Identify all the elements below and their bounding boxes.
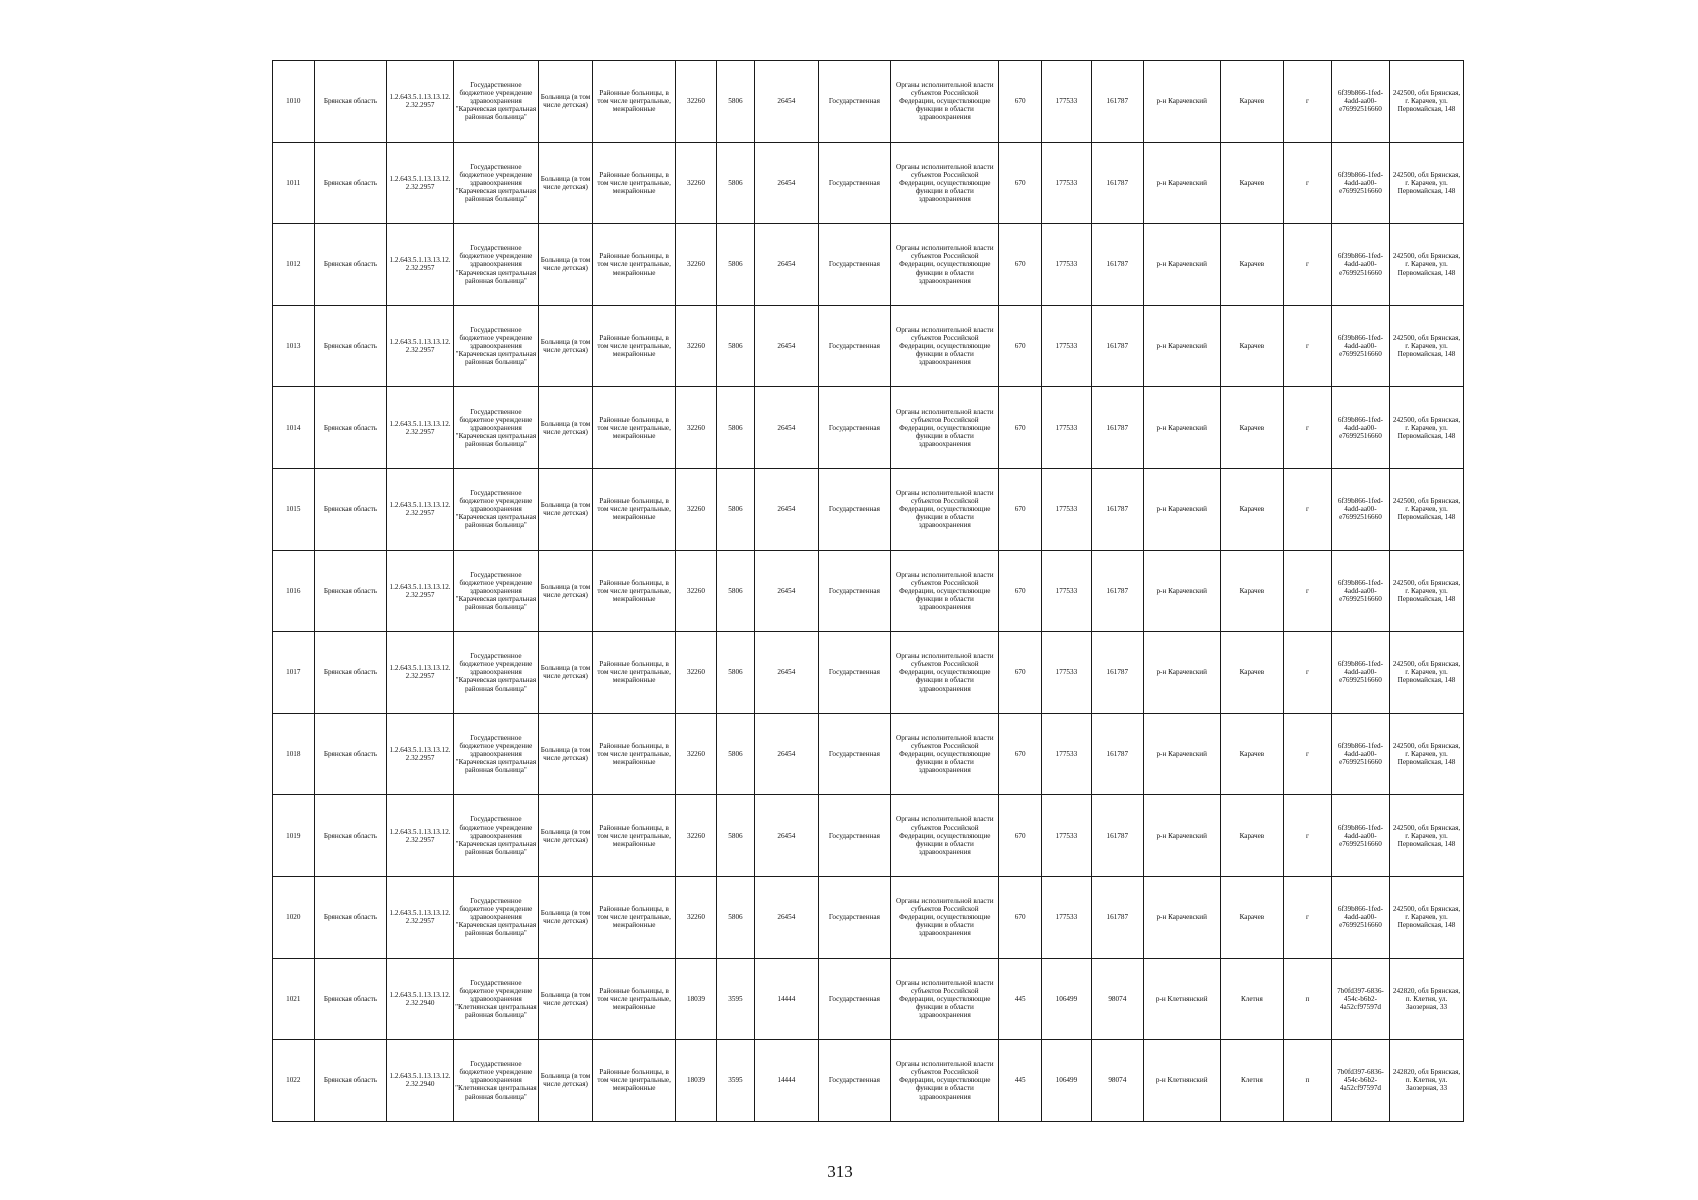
settlement-type-cell: г [1284, 305, 1332, 387]
region-cell: Брянская область [314, 468, 387, 550]
facility-type-cell: Больница (в том числе детская) [539, 61, 593, 143]
address-cell: 242500, обл Брянская, г. Карачев, ул. Первомайская, 148 [1390, 468, 1464, 550]
value-3-cell: 26454 [755, 142, 818, 224]
table-row [273, 61, 1464, 143]
value-1-cell: 32260 [676, 224, 717, 306]
settlement-type-cell: п [1284, 958, 1332, 1040]
ownership-cell: Государственная [818, 1040, 891, 1122]
settlement-type-cell: г [1284, 468, 1332, 550]
value-3-cell: 14444 [755, 1040, 818, 1122]
district-cell: р-н Карачевский [1143, 468, 1220, 550]
value-6-cell: 98074 [1091, 1040, 1143, 1122]
value-1-cell: 32260 [676, 876, 717, 958]
row-number-cell: 1012 [273, 224, 315, 306]
register-sheet [272, 60, 1464, 1122]
value-3-cell: 26454 [755, 550, 818, 632]
value-4-cell: 670 [999, 468, 1042, 550]
facility-kind-cell: Районные больницы, в том числе центральные, межрайонные [593, 224, 676, 306]
region-cell: Брянская область [314, 1040, 387, 1122]
value-3-cell: 26454 [755, 713, 818, 795]
guid-cell: 6f39b866-1fed-4add-aa00-e76992516660 [1331, 61, 1389, 143]
authority-cell: Органы исполнительной власти субъектов Российской Федерации, осуществляющие функции в области здравоохранения [891, 387, 999, 469]
value-4-cell: 670 [999, 713, 1042, 795]
facility-type-cell: Больница (в том числе детская) [539, 550, 593, 632]
organization-name-cell: Государственное бюджетное учреждение здравоохранения "Карачевская центральная районная больница" [453, 713, 538, 795]
value-6-cell: 161787 [1091, 142, 1143, 224]
table-row [273, 632, 1464, 714]
value-4-cell: 670 [999, 224, 1042, 306]
oid-code-cell: 1.2.643.5.1.13.13.12.2.32.2957 [387, 468, 454, 550]
guid-cell: 6f39b866-1fed-4add-aa00-e76992516660 [1331, 632, 1389, 714]
row-number-cell: 1015 [273, 468, 315, 550]
organization-name-cell: Государственное бюджетное учреждение здравоохранения "Клетнянская центральная районная больница" [453, 1040, 538, 1122]
authority-cell: Органы исполнительной власти субъектов Российской Федерации, осуществляющие функции в области здравоохранения [891, 713, 999, 795]
value-2-cell: 5806 [716, 795, 754, 877]
region-cell: Брянская область [314, 61, 387, 143]
value-1-cell: 32260 [676, 305, 717, 387]
value-4-cell: 670 [999, 632, 1042, 714]
table-row [273, 713, 1464, 795]
oid-code-cell: 1.2.643.5.1.13.13.12.2.32.2957 [387, 713, 454, 795]
value-4-cell: 670 [999, 876, 1042, 958]
ownership-cell: Государственная [818, 876, 891, 958]
ownership-cell: Государственная [818, 632, 891, 714]
facility-type-cell: Больница (в том числе детская) [539, 1040, 593, 1122]
value-6-cell: 161787 [1091, 876, 1143, 958]
facility-type-cell: Больница (в том числе детская) [539, 713, 593, 795]
facility-kind-cell: Районные больницы, в том числе центральные, межрайонные [593, 550, 676, 632]
value-4-cell: 670 [999, 550, 1042, 632]
district-cell: р-н Карачевский [1143, 795, 1220, 877]
value-4-cell: 670 [999, 61, 1042, 143]
value-3-cell: 26454 [755, 795, 818, 877]
facility-kind-cell: Районные больницы, в том числе центральные, межрайонные [593, 958, 676, 1040]
value-2-cell: 5806 [716, 61, 754, 143]
table-row [273, 795, 1464, 877]
region-cell: Брянская область [314, 713, 387, 795]
facility-register-table [272, 60, 1464, 1122]
oid-code-cell: 1.2.643.5.1.13.13.12.2.32.2957 [387, 305, 454, 387]
settlement-type-cell: г [1284, 142, 1332, 224]
value-2-cell: 5806 [716, 550, 754, 632]
value-3-cell: 14444 [755, 958, 818, 1040]
row-number-cell: 1013 [273, 305, 315, 387]
authority-cell: Органы исполнительной власти субъектов Российской Федерации, осуществляющие функции в области здравоохранения [891, 632, 999, 714]
row-number-cell: 1020 [273, 876, 315, 958]
table-row [273, 876, 1464, 958]
facility-type-cell: Больница (в том числе детская) [539, 795, 593, 877]
facility-type-cell: Больница (в том числе детская) [539, 387, 593, 469]
value-2-cell: 5806 [716, 224, 754, 306]
value-1-cell: 32260 [676, 795, 717, 877]
row-number-cell: 1011 [273, 142, 315, 224]
table-row [273, 387, 1464, 469]
value-2-cell: 5806 [716, 387, 754, 469]
value-5-cell: 177533 [1041, 550, 1091, 632]
guid-cell: 6f39b866-1fed-4add-aa00-e76992516660 [1331, 224, 1389, 306]
facility-kind-cell: Районные больницы, в том числе центральные, межрайонные [593, 713, 676, 795]
authority-cell: Органы исполнительной власти субъектов Российской Федерации, осуществляющие функции в области здравоохранения [891, 305, 999, 387]
value-6-cell: 161787 [1091, 632, 1143, 714]
settlement-type-cell: г [1284, 713, 1332, 795]
ownership-cell: Государственная [818, 142, 891, 224]
address-cell: 242500, обл Брянская, г. Карачев, ул. Первомайская, 148 [1390, 224, 1464, 306]
settlement-cell: Карачев [1220, 550, 1283, 632]
region-cell: Брянская область [314, 142, 387, 224]
district-cell: р-н Карачевский [1143, 713, 1220, 795]
value-5-cell: 177533 [1041, 224, 1091, 306]
row-number-cell: 1018 [273, 713, 315, 795]
district-cell: р-н Карачевский [1143, 632, 1220, 714]
row-number-cell: 1017 [273, 632, 315, 714]
value-1-cell: 32260 [676, 713, 717, 795]
district-cell: р-н Карачевский [1143, 387, 1220, 469]
value-4-cell: 445 [999, 1040, 1042, 1122]
district-cell: р-н Карачевский [1143, 61, 1220, 143]
district-cell: р-н Карачевский [1143, 876, 1220, 958]
district-cell: р-н Карачевский [1143, 550, 1220, 632]
settlement-type-cell: г [1284, 550, 1332, 632]
settlement-type-cell: г [1284, 387, 1332, 469]
organization-name-cell: Государственное бюджетное учреждение здравоохранения "Карачевская центральная районная больница" [453, 632, 538, 714]
value-3-cell: 26454 [755, 468, 818, 550]
settlement-type-cell: г [1284, 632, 1332, 714]
oid-code-cell: 1.2.643.5.1.13.13.12.2.32.2957 [387, 61, 454, 143]
authority-cell: Органы исполнительной власти субъектов Российской Федерации, осуществляющие функции в области здравоохранения [891, 876, 999, 958]
guid-cell: 7b0fd397-6836-454c-b6b2-4a52cf97597d [1331, 958, 1389, 1040]
value-5-cell: 106499 [1041, 958, 1091, 1040]
value-2-cell: 5806 [716, 632, 754, 714]
settlement-type-cell: п [1284, 1040, 1332, 1122]
ownership-cell: Государственная [818, 305, 891, 387]
address-cell: 242820, обл Брянская, п. Клетня, ул. Заозерная, 33 [1390, 958, 1464, 1040]
organization-name-cell: Государственное бюджетное учреждение здравоохранения "Карачевская центральная районная больница" [453, 305, 538, 387]
settlement-cell: Карачев [1220, 876, 1283, 958]
value-1-cell: 18039 [676, 1040, 717, 1122]
value-3-cell: 26454 [755, 61, 818, 143]
value-6-cell: 161787 [1091, 305, 1143, 387]
district-cell: р-н Клетнянский [1143, 958, 1220, 1040]
guid-cell: 6f39b866-1fed-4add-aa00-e76992516660 [1331, 387, 1389, 469]
organization-name-cell: Государственное бюджетное учреждение здравоохранения "Карачевская центральная районная больница" [453, 142, 538, 224]
ownership-cell: Государственная [818, 795, 891, 877]
address-cell: 242500, обл Брянская, г. Карачев, ул. Первомайская, 148 [1390, 876, 1464, 958]
authority-cell: Органы исполнительной власти субъектов Российской Федерации, осуществляющие функции в области здравоохранения [891, 468, 999, 550]
row-number-cell: 1016 [273, 550, 315, 632]
row-number-cell: 1021 [273, 958, 315, 1040]
guid-cell: 6f39b866-1fed-4add-aa00-e76992516660 [1331, 795, 1389, 877]
district-cell: р-н Клетнянский [1143, 1040, 1220, 1122]
value-5-cell: 177533 [1041, 305, 1091, 387]
address-cell: 242500, обл Брянская, г. Карачев, ул. Первомайская, 148 [1390, 61, 1464, 143]
value-6-cell: 98074 [1091, 958, 1143, 1040]
authority-cell: Органы исполнительной власти субъектов Российской Федерации, осуществляющие функции в области здравоохранения [891, 1040, 999, 1122]
settlement-cell: Карачев [1220, 387, 1283, 469]
settlement-cell: Карачев [1220, 632, 1283, 714]
oid-code-cell: 1.2.643.5.1.13.13.12.2.32.2957 [387, 142, 454, 224]
value-3-cell: 26454 [755, 387, 818, 469]
oid-code-cell: 1.2.643.5.1.13.13.12.2.32.2957 [387, 387, 454, 469]
value-2-cell: 5806 [716, 876, 754, 958]
address-cell: 242500, обл Брянская, г. Карачев, ул. Первомайская, 148 [1390, 387, 1464, 469]
region-cell: Брянская область [314, 550, 387, 632]
organization-name-cell: Государственное бюджетное учреждение здравоохранения "Карачевская центральная районная больница" [453, 795, 538, 877]
guid-cell: 6f39b866-1fed-4add-aa00-e76992516660 [1331, 713, 1389, 795]
region-cell: Брянская область [314, 387, 387, 469]
value-4-cell: 670 [999, 387, 1042, 469]
value-4-cell: 670 [999, 142, 1042, 224]
oid-code-cell: 1.2.643.5.1.13.13.12.2.32.2957 [387, 550, 454, 632]
ownership-cell: Государственная [818, 713, 891, 795]
guid-cell: 6f39b866-1fed-4add-aa00-e76992516660 [1331, 876, 1389, 958]
facility-type-cell: Больница (в том числе детская) [539, 468, 593, 550]
table-row [273, 1040, 1464, 1122]
address-cell: 242500, обл Брянская, г. Карачев, ул. Первомайская, 148 [1390, 142, 1464, 224]
value-2-cell: 5806 [716, 713, 754, 795]
oid-code-cell: 1.2.643.5.1.13.13.12.2.32.2957 [387, 876, 454, 958]
address-cell: 242500, обл Брянская, г. Карачев, ул. Первомайская, 148 [1390, 713, 1464, 795]
guid-cell: 6f39b866-1fed-4add-aa00-e76992516660 [1331, 468, 1389, 550]
table-row [273, 305, 1464, 387]
authority-cell: Органы исполнительной власти субъектов Российской Федерации, осуществляющие функции в области здравоохранения [891, 958, 999, 1040]
region-cell: Брянская область [314, 876, 387, 958]
value-4-cell: 670 [999, 305, 1042, 387]
settlement-cell: Карачев [1220, 142, 1283, 224]
page-number: 313 [827, 1162, 853, 1181]
settlement-cell: Карачев [1220, 61, 1283, 143]
authority-cell: Органы исполнительной власти субъектов Российской Федерации, осуществляющие функции в области здравоохранения [891, 795, 999, 877]
facility-kind-cell: Районные больницы, в том числе центральные, межрайонные [593, 61, 676, 143]
settlement-cell: Карачев [1220, 795, 1283, 877]
organization-name-cell: Государственное бюджетное учреждение здравоохранения "Карачевская центральная районная больница" [453, 61, 538, 143]
district-cell: р-н Карачевский [1143, 305, 1220, 387]
row-number-cell: 1014 [273, 387, 315, 469]
value-1-cell: 32260 [676, 387, 717, 469]
value-2-cell: 5806 [716, 305, 754, 387]
settlement-cell: Клетня [1220, 958, 1283, 1040]
ownership-cell: Государственная [818, 550, 891, 632]
organization-name-cell: Государственное бюджетное учреждение здравоохранения "Карачевская центральная районная больница" [453, 224, 538, 306]
settlement-type-cell: г [1284, 795, 1332, 877]
table-row [273, 550, 1464, 632]
facility-kind-cell: Районные больницы, в том числе центральные, межрайонные [593, 468, 676, 550]
settlement-cell: Карачев [1220, 468, 1283, 550]
row-number-cell: 1022 [273, 1040, 315, 1122]
address-cell: 242500, обл Брянская, г. Карачев, ул. Первомайская, 148 [1390, 550, 1464, 632]
oid-code-cell: 1.2.643.5.1.13.13.12.2.32.2957 [387, 795, 454, 877]
value-4-cell: 445 [999, 958, 1042, 1040]
ownership-cell: Государственная [818, 468, 891, 550]
organization-name-cell: Государственное бюджетное учреждение здравоохранения "Карачевская центральная районная больница" [453, 550, 538, 632]
value-1-cell: 32260 [676, 142, 717, 224]
authority-cell: Органы исполнительной власти субъектов Российской Федерации, осуществляющие функции в области здравоохранения [891, 224, 999, 306]
value-3-cell: 26454 [755, 876, 818, 958]
facility-type-cell: Больница (в том числе детская) [539, 632, 593, 714]
value-5-cell: 177533 [1041, 142, 1091, 224]
organization-name-cell: Государственное бюджетное учреждение здравоохранения "Карачевская центральная районная больница" [453, 876, 538, 958]
value-6-cell: 161787 [1091, 387, 1143, 469]
address-cell: 242500, обл Брянская, г. Карачев, ул. Первомайская, 148 [1390, 632, 1464, 714]
facility-kind-cell: Районные больницы, в том числе центральные, межрайонные [593, 142, 676, 224]
value-5-cell: 177533 [1041, 795, 1091, 877]
settlement-cell: Карачев [1220, 305, 1283, 387]
district-cell: р-н Карачевский [1143, 142, 1220, 224]
settlement-cell: Карачев [1220, 224, 1283, 306]
row-number-cell: 1010 [273, 61, 315, 143]
value-6-cell: 161787 [1091, 61, 1143, 143]
value-6-cell: 161787 [1091, 550, 1143, 632]
oid-code-cell: 1.2.643.5.1.13.13.12.2.32.2957 [387, 632, 454, 714]
value-2-cell: 3595 [716, 1040, 754, 1122]
settlement-cell: Клетня [1220, 1040, 1283, 1122]
value-5-cell: 177533 [1041, 468, 1091, 550]
value-3-cell: 26454 [755, 632, 818, 714]
register-rows [273, 61, 1464, 1122]
facility-kind-cell: Районные больницы, в том числе центральные, межрайонные [593, 795, 676, 877]
settlement-type-cell: г [1284, 224, 1332, 306]
facility-type-cell: Больница (в том числе детская) [539, 305, 593, 387]
value-2-cell: 5806 [716, 142, 754, 224]
facility-kind-cell: Районные больницы, в том числе центральные, межрайонные [593, 876, 676, 958]
organization-name-cell: Государственное бюджетное учреждение здравоохранения "Клетнянская центральная районная больница" [453, 958, 538, 1040]
facility-kind-cell: Районные больницы, в том числе центральные, межрайонные [593, 305, 676, 387]
value-2-cell: 3595 [716, 958, 754, 1040]
guid-cell: 7b0fd397-6836-454c-b6b2-4a52cf97597d [1331, 1040, 1389, 1122]
value-1-cell: 32260 [676, 550, 717, 632]
region-cell: Брянская область [314, 795, 387, 877]
value-5-cell: 177533 [1041, 61, 1091, 143]
value-3-cell: 26454 [755, 305, 818, 387]
table-row [273, 958, 1464, 1040]
row-number-cell: 1019 [273, 795, 315, 877]
value-6-cell: 161787 [1091, 468, 1143, 550]
region-cell: Брянская область [314, 632, 387, 714]
authority-cell: Органы исполнительной власти субъектов Российской Федерации, осуществляющие функции в области здравоохранения [891, 61, 999, 143]
facility-kind-cell: Районные больницы, в том числе центральные, межрайонные [593, 632, 676, 714]
facility-type-cell: Больница (в том числе детская) [539, 876, 593, 958]
table-row [273, 468, 1464, 550]
oid-code-cell: 1.2.643.5.1.13.13.12.2.32.2940 [387, 958, 454, 1040]
settlement-type-cell: г [1284, 876, 1332, 958]
address-cell: 242820, обл Брянская, п. Клетня, ул. Заозерная, 33 [1390, 1040, 1464, 1122]
value-4-cell: 670 [999, 795, 1042, 877]
table-row [273, 142, 1464, 224]
ownership-cell: Государственная [818, 958, 891, 1040]
ownership-cell: Государственная [818, 224, 891, 306]
value-1-cell: 32260 [676, 468, 717, 550]
district-cell: р-н Карачевский [1143, 224, 1220, 306]
table-row [273, 224, 1464, 306]
settlement-type-cell: г [1284, 61, 1332, 143]
value-1-cell: 18039 [676, 958, 717, 1040]
oid-code-cell: 1.2.643.5.1.13.13.12.2.32.2940 [387, 1040, 454, 1122]
region-cell: Брянская область [314, 305, 387, 387]
value-1-cell: 32260 [676, 61, 717, 143]
organization-name-cell: Государственное бюджетное учреждение здравоохранения "Карачевская центральная районная больница" [453, 387, 538, 469]
ownership-cell: Государственная [818, 61, 891, 143]
organization-name-cell: Государственное бюджетное учреждение здравоохранения "Карачевская центральная районная больница" [453, 468, 538, 550]
region-cell: Брянская область [314, 958, 387, 1040]
authority-cell: Органы исполнительной власти субъектов Российской Федерации, осуществляющие функции в области здравоохранения [891, 142, 999, 224]
value-5-cell: 177533 [1041, 387, 1091, 469]
value-6-cell: 161787 [1091, 224, 1143, 306]
facility-type-cell: Больница (в том числе детская) [539, 142, 593, 224]
address-cell: 242500, обл Брянская, г. Карачев, ул. Первомайская, 148 [1390, 305, 1464, 387]
address-cell: 242500, обл Брянская, г. Карачев, ул. Первомайская, 148 [1390, 795, 1464, 877]
authority-cell: Органы исполнительной власти субъектов Российской Федерации, осуществляющие функции в области здравоохранения [891, 550, 999, 632]
facility-kind-cell: Районные больницы, в том числе центральные, межрайонные [593, 387, 676, 469]
value-1-cell: 32260 [676, 632, 717, 714]
region-cell: Брянская область [314, 224, 387, 306]
ownership-cell: Государственная [818, 387, 891, 469]
facility-type-cell: Больница (в том числе детская) [539, 958, 593, 1040]
settlement-cell: Карачев [1220, 713, 1283, 795]
value-6-cell: 161787 [1091, 795, 1143, 877]
facility-type-cell: Больница (в том числе детская) [539, 224, 593, 306]
guid-cell: 6f39b866-1fed-4add-aa00-e76992516660 [1331, 305, 1389, 387]
value-5-cell: 177533 [1041, 876, 1091, 958]
value-5-cell: 177533 [1041, 632, 1091, 714]
value-5-cell: 177533 [1041, 713, 1091, 795]
value-5-cell: 106499 [1041, 1040, 1091, 1122]
oid-code-cell: 1.2.643.5.1.13.13.12.2.32.2957 [387, 224, 454, 306]
value-3-cell: 26454 [755, 224, 818, 306]
guid-cell: 6f39b866-1fed-4add-aa00-e76992516660 [1331, 142, 1389, 224]
guid-cell: 6f39b866-1fed-4add-aa00-e76992516660 [1331, 550, 1389, 632]
facility-kind-cell: Районные больницы, в том числе центральные, межрайонные [593, 1040, 676, 1122]
value-2-cell: 5806 [716, 468, 754, 550]
value-6-cell: 161787 [1091, 713, 1143, 795]
